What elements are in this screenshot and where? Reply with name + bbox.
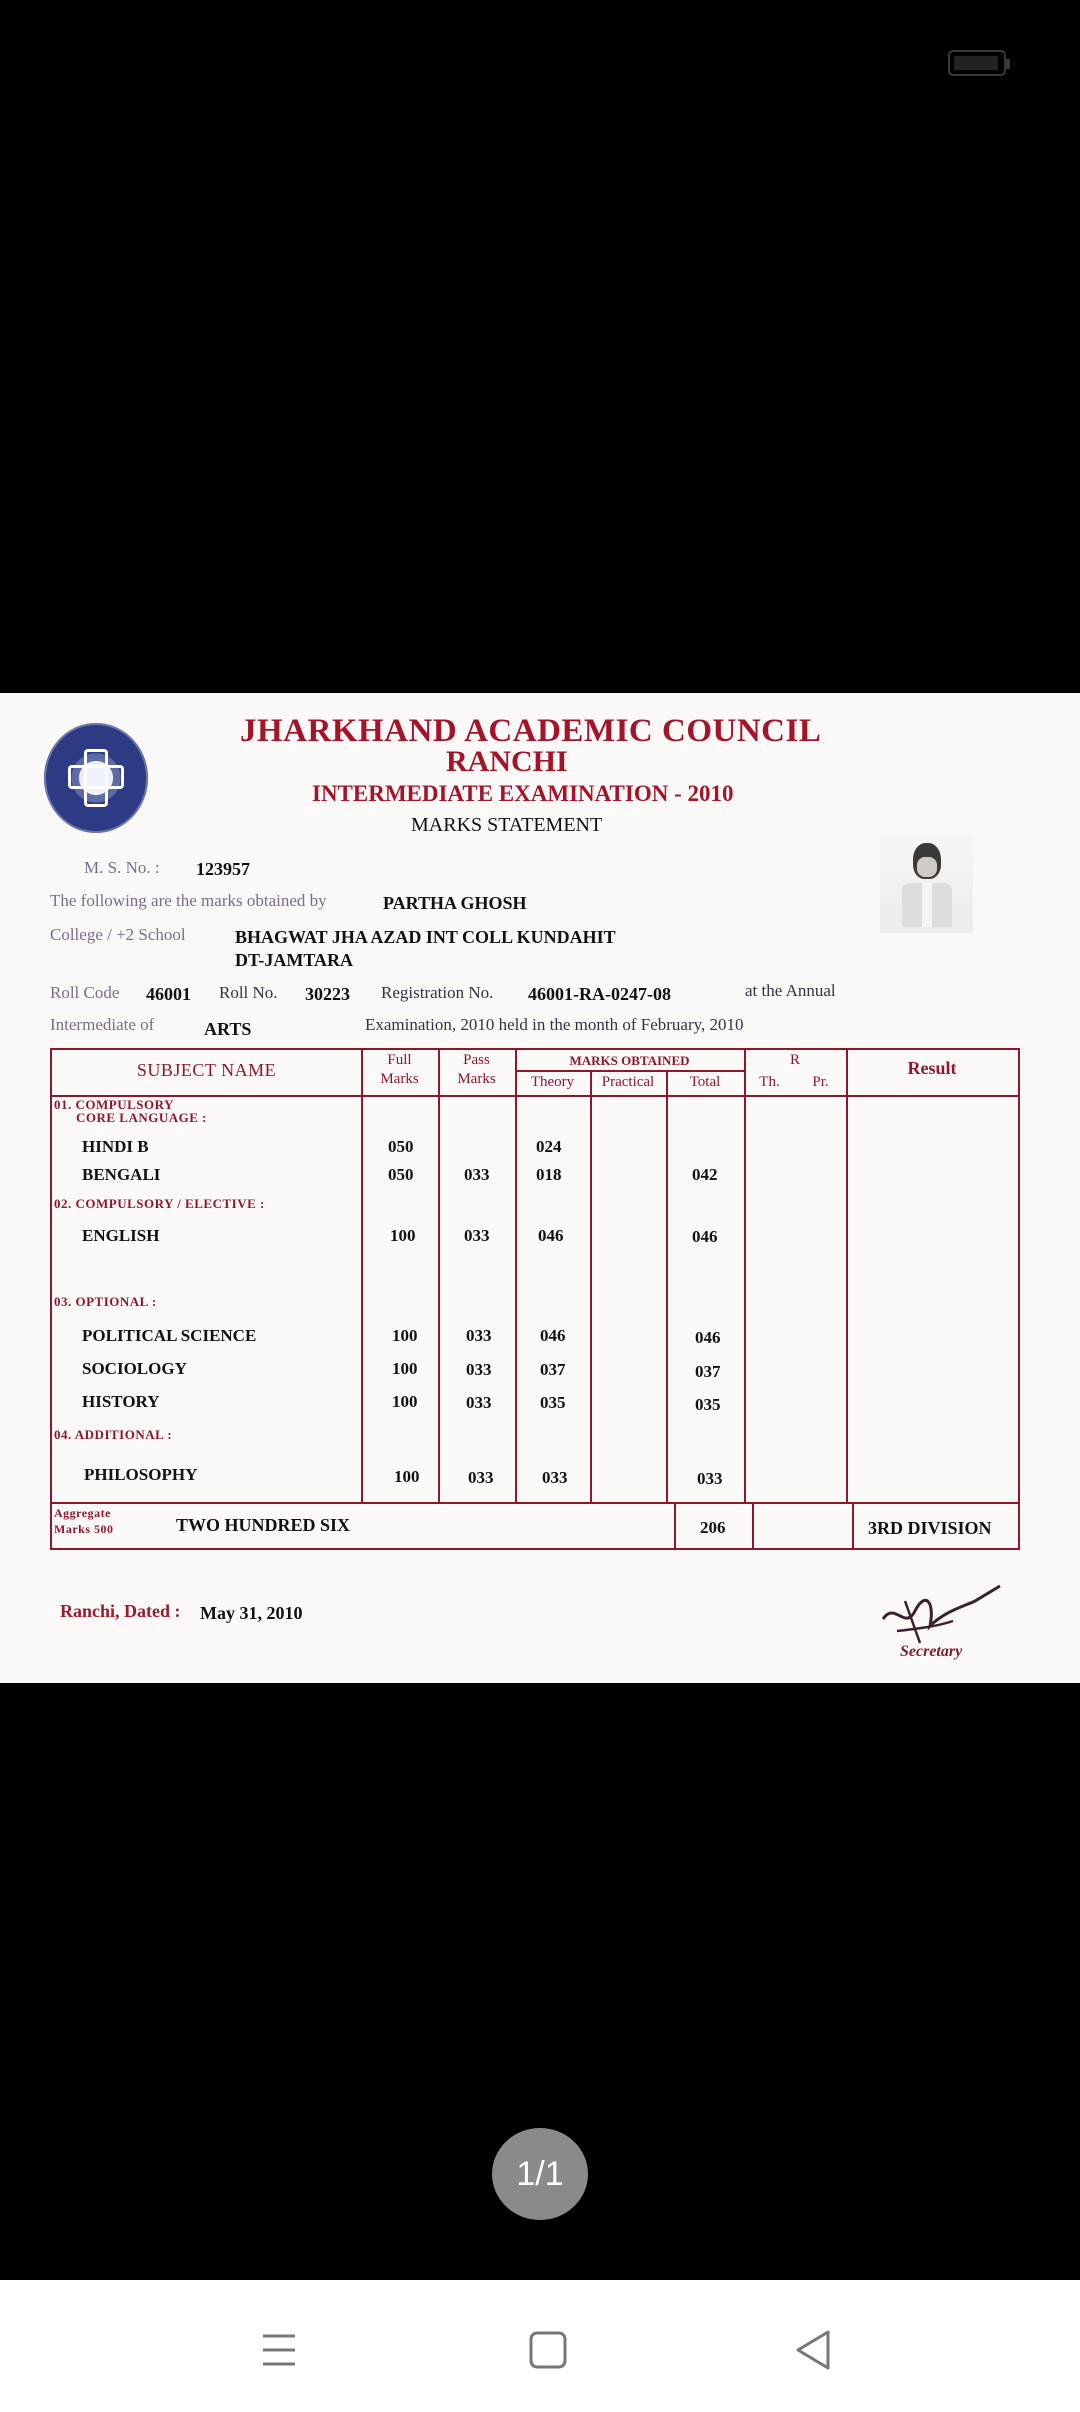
roll-code-value: 46001: [146, 984, 191, 1004]
full-marks: 100: [392, 1359, 418, 1378]
menu-icon[interactable]: [257, 2328, 301, 2372]
subject-name: HISTORY: [82, 1392, 160, 1411]
registration-label: Registration No.: [381, 983, 494, 1002]
header-full-marks: Marks: [380, 1071, 419, 1087]
aggregate-label: Aggregate: [54, 1506, 111, 1520]
divider: [674, 1504, 676, 1548]
council-city: RANCHI: [446, 745, 568, 778]
header-th: Th.: [759, 1074, 780, 1090]
section-core-language: CORE LANGUAGE :: [76, 1110, 208, 1125]
section-additional: 04. ADDITIONAL :: [54, 1427, 173, 1442]
subject-name: SOCIOLOGY: [82, 1359, 187, 1378]
stream-value: ARTS: [204, 1019, 252, 1039]
result-division: 3RD DIVISION: [868, 1518, 992, 1538]
divider: [590, 1072, 592, 1502]
theory-marks: 024: [536, 1137, 562, 1156]
registration-no: 46001-RA-0247-08: [528, 984, 671, 1004]
full-marks: 100: [392, 1326, 418, 1345]
header-subject: SUBJECT NAME: [136, 1060, 277, 1080]
total-marks: 037: [695, 1362, 721, 1381]
pass-marks: 033: [464, 1165, 490, 1184]
header-marks-obtained: MARKS OBTAINED: [569, 1053, 690, 1068]
subject-name: POLITICAL SCIENCE: [82, 1326, 257, 1345]
intermediate-label: Intermediate of: [50, 1015, 155, 1034]
pass-marks: 033: [466, 1393, 492, 1412]
pass-marks: 033: [464, 1226, 490, 1245]
section-compulsory: 01. COMPULSORY: [54, 1097, 174, 1112]
photo-body: [902, 883, 952, 927]
subject-name: HINDI B: [82, 1137, 149, 1156]
photo-face: [917, 857, 937, 877]
header-theory: Theory: [530, 1074, 575, 1090]
college-district: DT-JAMTARA: [235, 950, 354, 970]
signature-icon: [875, 1581, 1005, 1651]
divider: [361, 1050, 363, 1502]
subject-name: BENGALI: [82, 1165, 161, 1184]
divider: [515, 1050, 517, 1502]
section-compulsory-elective: 02. COMPULSORY / ELECTIVE :: [54, 1196, 265, 1211]
subject-name: ENGLISH: [82, 1226, 160, 1245]
marks-statement-document: [0, 693, 1080, 1683]
seal-cross-horizontal: [68, 765, 124, 789]
header-pr: Pr.: [812, 1074, 829, 1090]
battery-icon: [948, 50, 1006, 76]
header-total: Total: [689, 1074, 721, 1090]
navigation-bar: [0, 2280, 1080, 2412]
ms-no-label: M. S. No. :: [84, 858, 160, 877]
header-full: Full: [387, 1052, 412, 1068]
pass-marks: 033: [466, 1360, 492, 1379]
ms-no-value: 123957: [196, 859, 250, 879]
student-photo: [880, 833, 973, 933]
pass-marks: 033: [466, 1326, 492, 1345]
theory-marks: 046: [540, 1326, 566, 1345]
aggregate-total: 206: [700, 1518, 726, 1537]
header-r: R: [789, 1052, 800, 1068]
home-icon[interactable]: [526, 2328, 570, 2372]
theory-marks: 035: [540, 1393, 566, 1412]
student-name: PARTHA GHOSH: [383, 893, 527, 913]
theory-marks: 037: [540, 1360, 566, 1379]
annual-label: at the Annual: [745, 981, 836, 1000]
header-pass: Pass: [463, 1052, 490, 1068]
header-practical: Practical: [601, 1074, 655, 1090]
back-icon[interactable]: [792, 2328, 836, 2372]
total-marks: 035: [695, 1395, 721, 1414]
exam-held-text: Examination, 2010 held in the month of February, 2010: [365, 1015, 744, 1034]
roll-code-label: Roll Code: [50, 983, 120, 1002]
college-label: College / +2 School: [50, 925, 186, 944]
marks-table: [50, 1048, 1020, 1504]
council-title: JHARKHAND ACADEMIC COUNCIL: [240, 713, 822, 749]
theory-marks: 046: [538, 1226, 564, 1245]
secretary-label: Secretary: [900, 1643, 963, 1660]
full-marks: 050: [388, 1165, 414, 1184]
theory-marks: 018: [536, 1165, 562, 1184]
full-marks: 100: [392, 1392, 418, 1411]
full-marks: 100: [394, 1467, 420, 1486]
divider: [846, 1050, 848, 1502]
subject-name: PHILOSOPHY: [84, 1465, 198, 1484]
header-result: Result: [907, 1058, 957, 1078]
total-marks: 046: [692, 1227, 718, 1246]
total-marks: 042: [692, 1165, 718, 1184]
divider: [515, 1070, 744, 1072]
full-marks: 050: [388, 1137, 414, 1156]
dated-label: Ranchi, Dated :: [60, 1601, 181, 1621]
divider: [752, 1504, 754, 1548]
divider: [744, 1050, 746, 1502]
pass-marks: 033: [468, 1468, 494, 1487]
full-marks: 100: [390, 1226, 416, 1245]
total-marks: 033: [697, 1469, 723, 1488]
divider: [852, 1504, 854, 1548]
dated-value: May 31, 2010: [200, 1603, 303, 1623]
council-seal-icon: [44, 723, 148, 833]
page-indicator: 1/1: [492, 2128, 588, 2220]
roll-no-value: 30223: [305, 984, 350, 1004]
exam-title: INTERMEDIATE EXAMINATION - 2010: [312, 781, 734, 806]
aggregate-row: [50, 1504, 1020, 1550]
divider: [666, 1072, 668, 1502]
divider: [52, 1095, 1018, 1097]
college-name: BHAGWAT JHA AZAD INT COLL KUNDAHIT: [235, 927, 616, 947]
total-marks: 046: [695, 1328, 721, 1347]
theory-marks: 033: [542, 1468, 568, 1487]
divider: [438, 1050, 440, 1502]
statement-title: MARKS STATEMENT: [411, 814, 603, 836]
roll-no-label: Roll No.: [219, 983, 278, 1002]
header-pass-marks: Marks: [457, 1071, 496, 1087]
section-optional: 03. OPTIONAL :: [54, 1294, 157, 1309]
aggregate-max-label: Marks 500: [54, 1522, 114, 1536]
obtained-label: The following are the marks obtained by: [50, 891, 327, 910]
aggregate-in-words: TWO HUNDRED SIX: [176, 1515, 351, 1535]
